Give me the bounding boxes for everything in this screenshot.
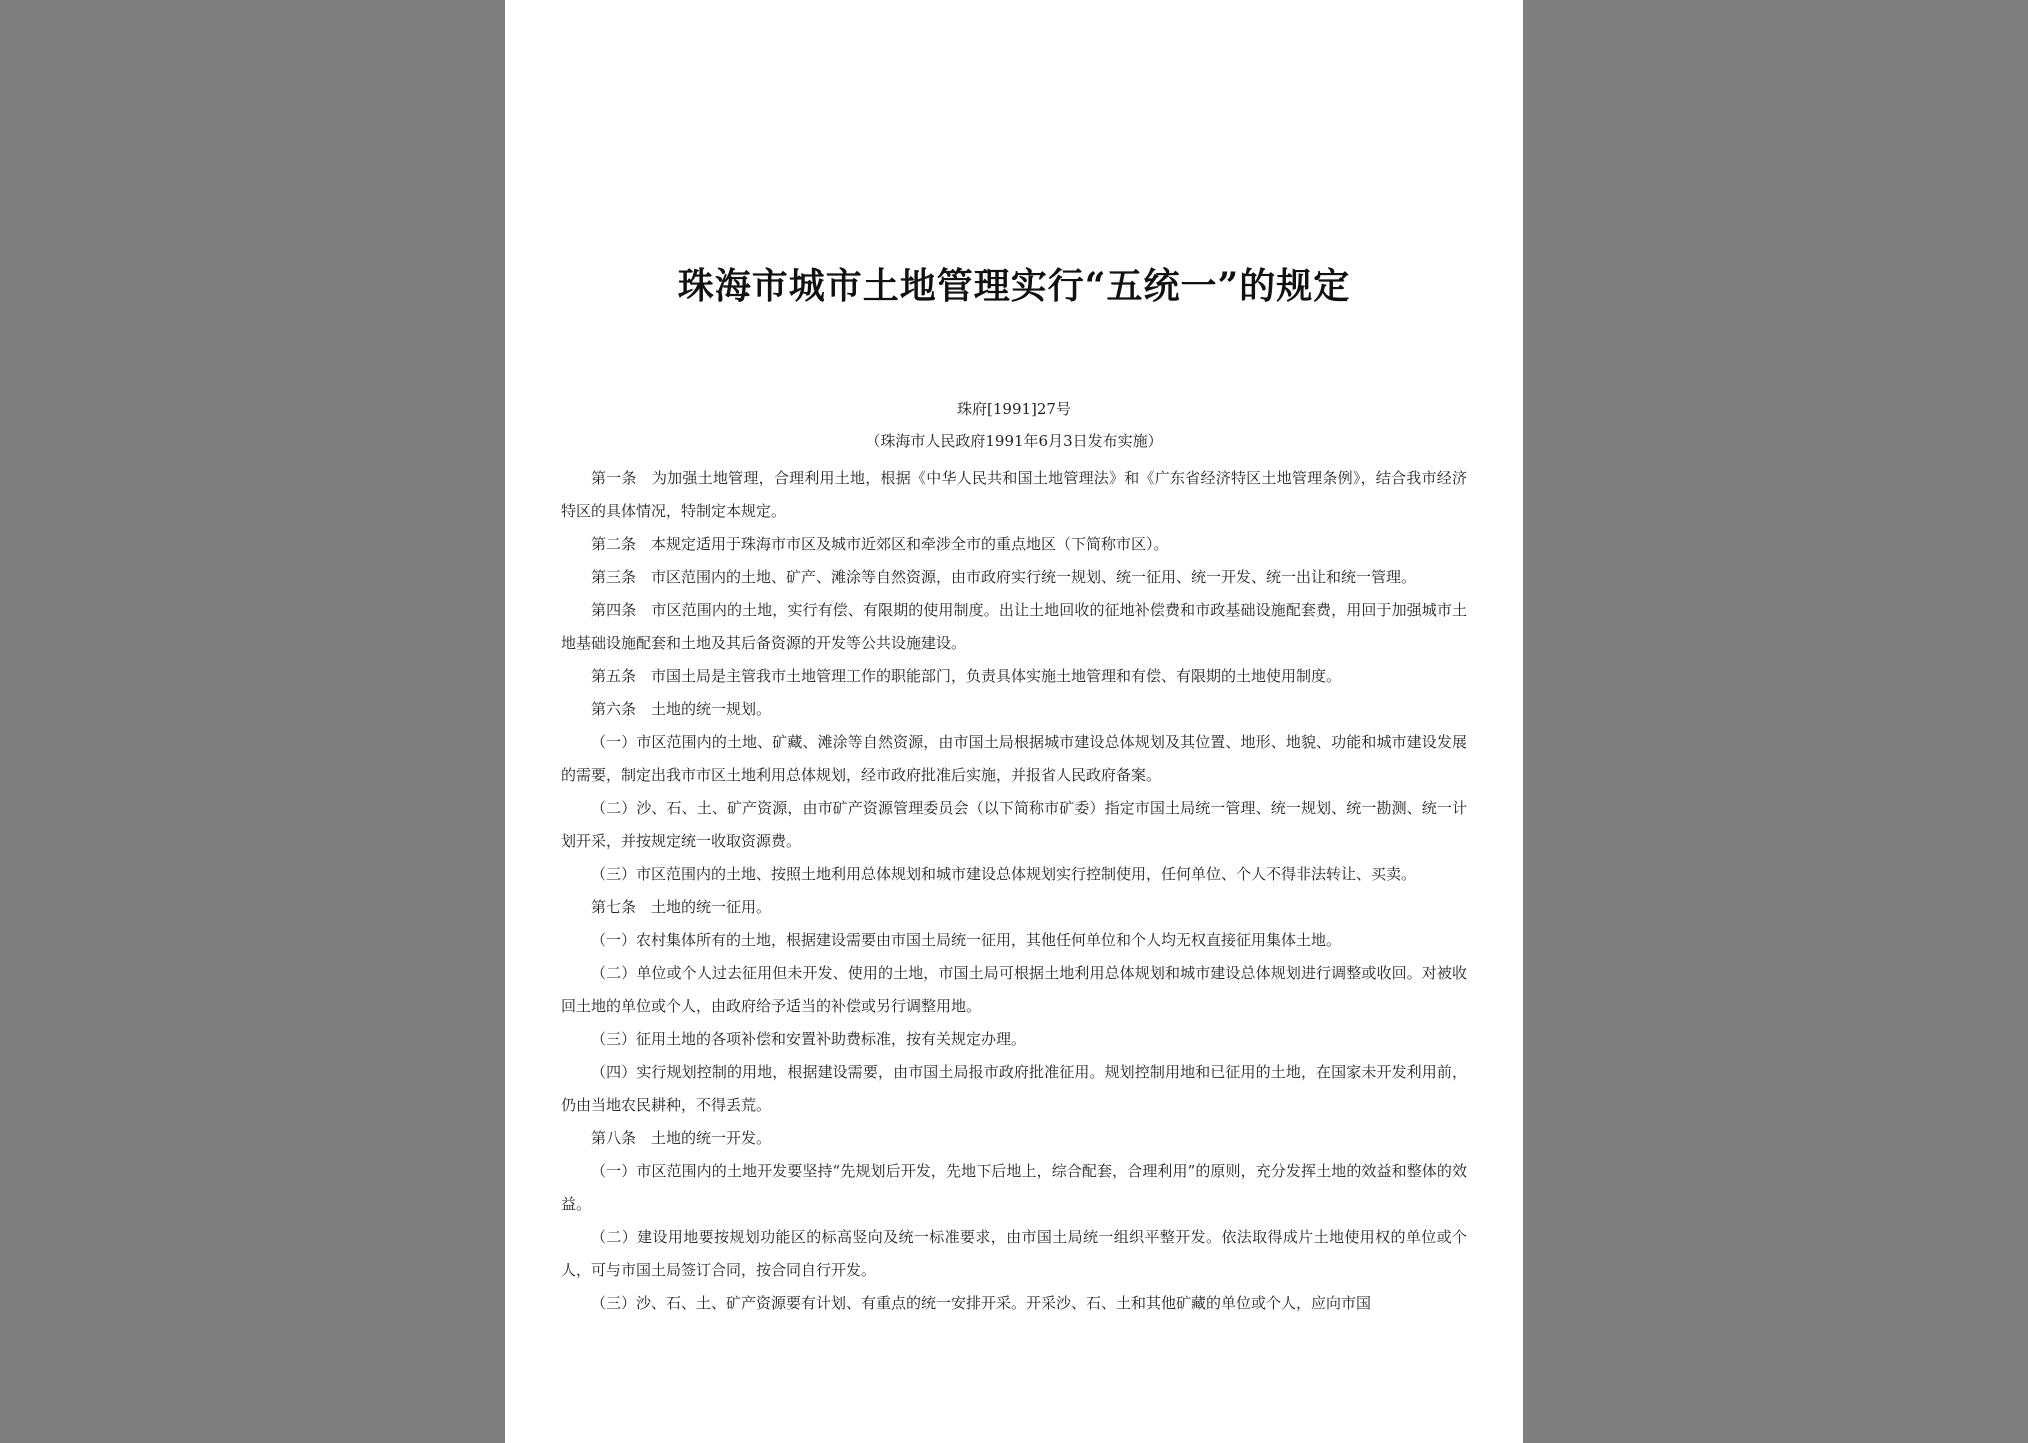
paragraph: 第七条 土地的统一征用。 — [591, 898, 772, 916]
issue-note: （珠海市人民政府1991年6月3日发布实施） — [865, 432, 1163, 450]
paragraph: 第八条 土地的统一开发。 — [591, 1129, 772, 1147]
paragraph: （一）市区范围内的土地、矿藏、滩涂等自然资源，由市国土局根据城市建设总体规划及其位置、地形、地貌、功能和城市建设发展的需要，制定出我市市区土地利用总体规划，经市政府批准后实施，并报省人民政府备案。 — [561, 733, 1467, 784]
paragraph: （一）市区范围内的土地开发要坚持“先规划后开发，先地下后地上，综合配套，合理利用”的原则，充分发挥土地的效益和整体的效益。 — [561, 1162, 1467, 1213]
paragraph: 第五条 市国土局是主管我市土地管理工作的职能部门，负责具体实施土地管理和有偿、有限期的土地使用制度。 — [591, 667, 1342, 685]
document-body — [561, 462, 1467, 1320]
paragraph: （四）实行规划控制的用地，根据建设需要，由市国土局报市政府批准征用。规划控制用地和已征用的土地，在国家未开发利用前，仍由当地农民耕种，不得丢荒。 — [561, 1063, 1467, 1114]
paragraph: （三）征用土地的各项补偿和安置补助费标准，按有关规定办理。 — [591, 1030, 1027, 1048]
paragraph: 第四条 市区范围内的土地，实行有偿、有限期的使用制度。出让土地回收的征地补偿费和市政基础设施配套费，用回于加强城市土地基础设施配套和土地及其后备资源的开发等公共设施建设。 — [561, 601, 1467, 652]
paragraph: 第二条 本规定适用于珠海市市区及城市近郊区和牵涉全市的重点地区（下简称市区）。 — [591, 535, 1169, 553]
paragraph: （二）建设用地要按规划功能区的标高竖向及统一标准要求，由市国土局统一组织平整开发。依法取得成片土地使用权的单位或个人，可与市国土局签订合同，按合同自行开发。 — [561, 1228, 1467, 1279]
paragraph: 第一条 为加强土地管理，合理利用土地，根据《中华人民共和国土地管理法》和《广东省经济特区土地管理条例》，结合我市经济特区的具体情况，特制定本规定。 — [561, 469, 1467, 520]
document-title: 珠海市城市土地管理实行“五统一”的规定 — [677, 265, 1351, 307]
paragraph: （二）沙、石、土、矿产资源，由市矿产资源管理委员会（以下简称市矿委）指定市国土局统一管理、统一规划、统一勘测、统一计划开采，并按规定统一收取资源费。 — [561, 799, 1467, 850]
document-number: 珠府[1991]27号 — [957, 400, 1071, 418]
paragraph: （二）单位或个人过去征用但未开发、使用的土地，市国土局可根据土地利用总体规划和城市建设总体规划进行调整或收回。对被收回土地的单位或个人，由政府给予适当的补偿或另行调整用地。 — [561, 964, 1467, 1015]
paragraph: 第三条 市区范围内的土地、矿产、滩涂等自然资源，由市政府实行统一规划、统一征用、统一开发、统一出让和统一管理。 — [591, 568, 1417, 586]
paragraph: （三）沙、石、土、矿产资源要有计划、有重点的统一安排开采。开采沙、石、土和其他矿藏的单位或个人，应向市国 — [591, 1294, 1372, 1312]
paragraph: 第六条 土地的统一规划。 — [591, 700, 772, 718]
paragraph: （一）农村集体所有的土地，根据建设需要由市国土局统一征用，其他任何单位和个人均无权直接征用集体土地。 — [591, 931, 1342, 949]
paragraph: （三）市区范围内的土地、按照土地利用总体规划和城市建设总体规划实行控制使用，任何单位、个人不得非法转让、买卖。 — [591, 865, 1417, 883]
document-page — [505, 0, 1523, 1443]
